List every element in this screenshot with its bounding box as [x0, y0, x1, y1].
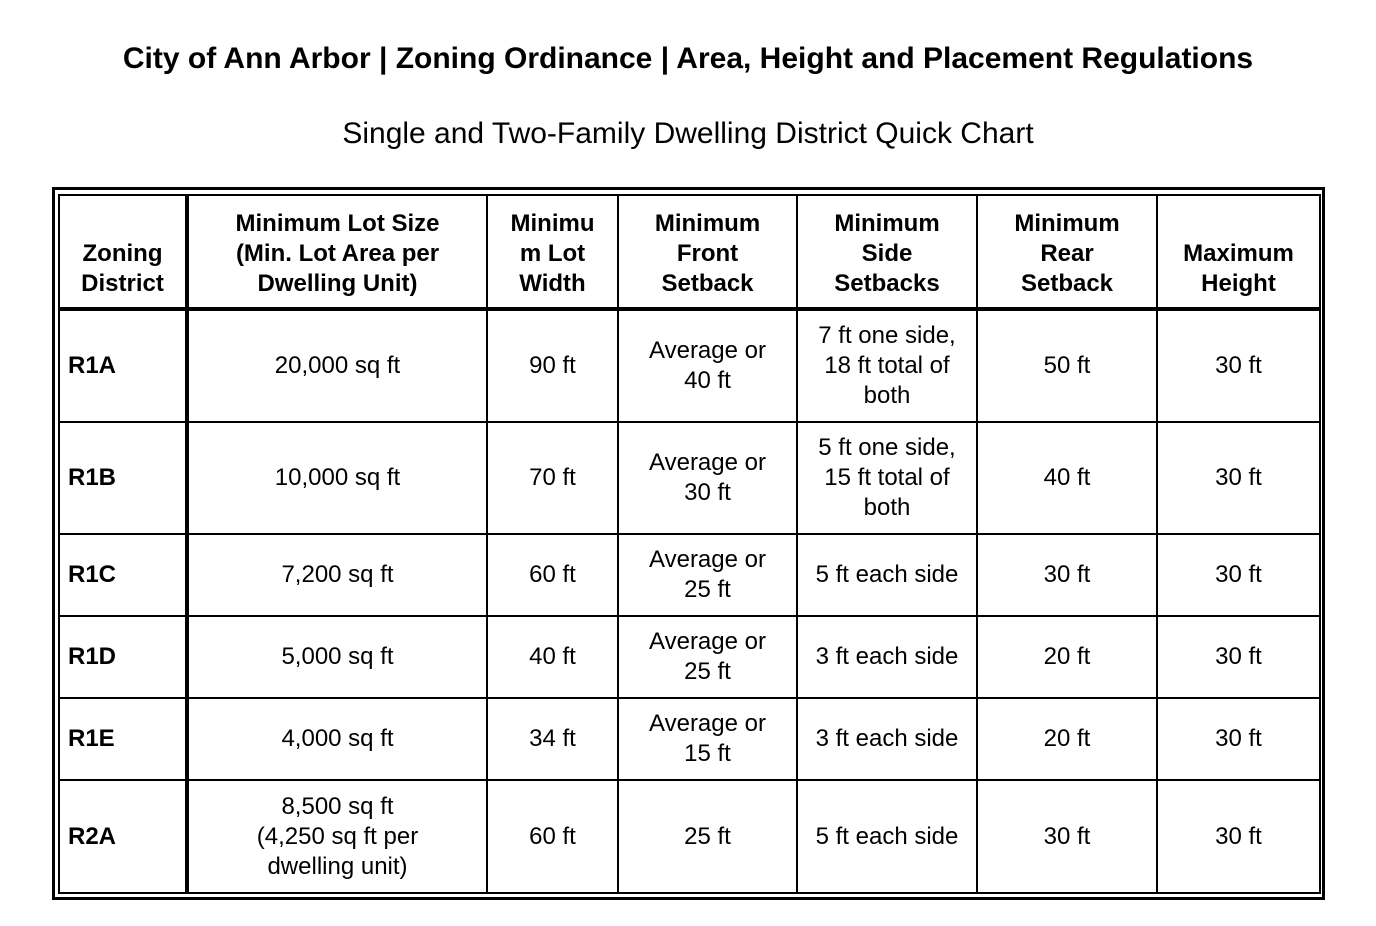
district-cell: R1C — [59, 534, 187, 616]
lot-size-cell: 7,200 sq ft — [187, 534, 487, 616]
front-setback-cell: Average or 15 ft — [618, 698, 797, 780]
front-setback-cell: Average or 40 ft — [618, 309, 797, 422]
lot-width-cell: 40 ft — [487, 616, 618, 698]
district-cell: R1B — [59, 422, 187, 534]
header-minimum-rear-setback: Minimum Rear Setback — [977, 195, 1157, 309]
document-title: City of Ann Arbor | Zoning Ordinance | Area, Height and Placement Regulations — [122, 42, 1254, 75]
header-minimum-side-setbacks: Minimum Side Setbacks — [797, 195, 977, 309]
side-setbacks-cell: 5 ft one side, 15 ft total of both — [797, 422, 977, 534]
table-row — [59, 534, 1320, 616]
max-height-cell: 30 ft — [1157, 616, 1320, 698]
max-height-cell: 30 ft — [1157, 698, 1320, 780]
lot-size-cell: 5,000 sq ft — [187, 616, 487, 698]
lot-width-cell: 70 ft — [487, 422, 618, 534]
lot-size-cell: 8,500 sq ft (4,250 sq ft per dwelling unit) — [187, 780, 487, 893]
max-height-cell: 30 ft — [1157, 309, 1320, 422]
district-cell: R1D — [59, 616, 187, 698]
side-setbacks-cell: 3 ft each side — [797, 616, 977, 698]
table-header-row — [59, 195, 1320, 309]
table-row — [59, 780, 1320, 893]
rear-setback-cell: 30 ft — [977, 534, 1157, 616]
lot-size-cell: 20,000 sq ft — [187, 309, 487, 422]
header-minimum-lot-size: Minimum Lot Size (Min. Lot Area per Dwelling Unit) — [187, 195, 487, 309]
front-setback-cell: Average or 30 ft — [618, 422, 797, 534]
district-cell: R1E — [59, 698, 187, 780]
header-maximum-height: Maximum Height — [1157, 195, 1320, 309]
table-row — [59, 698, 1320, 780]
max-height-cell: 30 ft — [1157, 780, 1320, 893]
rear-setback-cell: 20 ft — [977, 616, 1157, 698]
rear-setback-cell: 50 ft — [977, 309, 1157, 422]
header-minimum-front-setback: Minimum Front Setback — [618, 195, 797, 309]
front-setback-cell: Average or 25 ft — [618, 616, 797, 698]
table-row — [59, 616, 1320, 698]
zoning-quick-chart-table — [58, 194, 1321, 894]
front-setback-cell: 25 ft — [618, 780, 797, 893]
rear-setback-cell: 40 ft — [977, 422, 1157, 534]
quick-chart-table-frame — [52, 187, 1325, 900]
lot-size-cell: 4,000 sq ft — [187, 698, 487, 780]
lot-size-cell: 10,000 sq ft — [187, 422, 487, 534]
header-zoning-district: Zoning District — [59, 195, 187, 309]
district-cell: R1A — [59, 309, 187, 422]
table-row — [59, 309, 1320, 422]
side-setbacks-cell: 3 ft each side — [797, 698, 977, 780]
lot-width-cell: 34 ft — [487, 698, 618, 780]
rear-setback-cell: 30 ft — [977, 780, 1157, 893]
table-row — [59, 422, 1320, 534]
document-subtitle: Single and Two-Family Dwelling District Quick Chart — [342, 117, 1034, 150]
district-cell: R2A — [59, 780, 187, 893]
lot-width-cell: 90 ft — [487, 309, 618, 422]
side-setbacks-cell: 5 ft each side — [797, 780, 977, 893]
front-setback-cell: Average or 25 ft — [618, 534, 797, 616]
rear-setback-cell: 20 ft — [977, 698, 1157, 780]
lot-width-cell: 60 ft — [487, 534, 618, 616]
header-minimum-lot-width: Minimu m Lot Width — [487, 195, 618, 309]
max-height-cell: 30 ft — [1157, 534, 1320, 616]
max-height-cell: 30 ft — [1157, 422, 1320, 534]
lot-width-cell: 60 ft — [487, 780, 618, 893]
side-setbacks-cell: 7 ft one side, 18 ft total of both — [797, 309, 977, 422]
side-setbacks-cell: 5 ft each side — [797, 534, 977, 616]
